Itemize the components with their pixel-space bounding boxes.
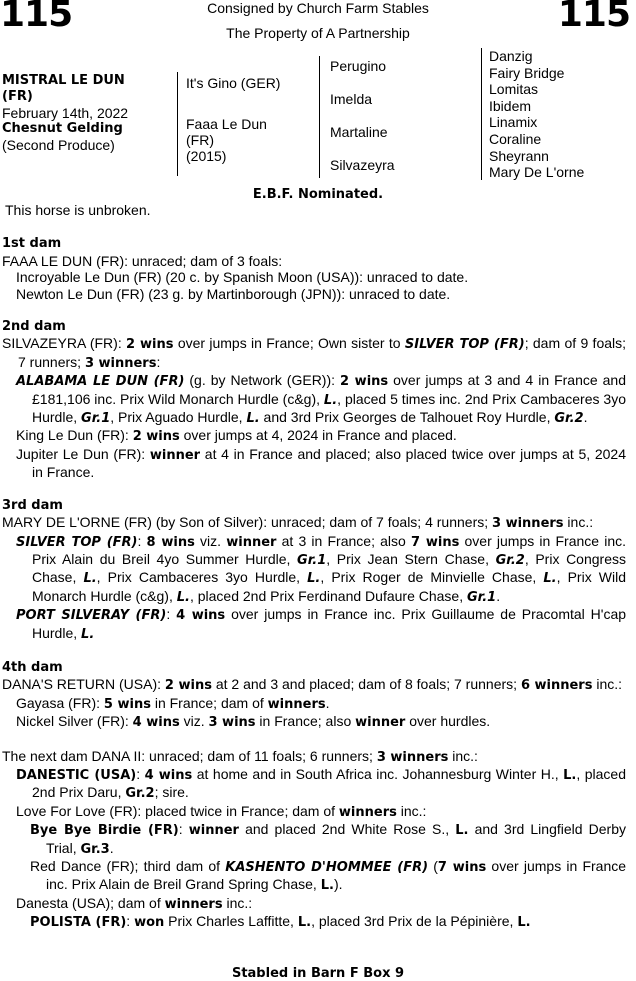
first-dam-heading: 1st dam [2, 236, 62, 252]
second-dam-intro: SILVAZEYRA (FR): 2 wins over jumps in France; Own sister to SILVER TOP (FR); dam of 9 foals; 7 runners; 3 winners: [2, 335, 627, 371]
danestic-entry: DANESTIC (USA): 4 wins at home and in South Africa inc. Johannesburg Winter H., L., placed 2nd Prix Daru, Gr.2; sire. [16, 765, 626, 802]
horse-produce: (Second Produce) [2, 137, 115, 153]
nickel-silver-entry: Nickel Silver (FR): 4 wins viz. 3 wins in France; also winner over hurdles. [16, 713, 491, 731]
second-dam-heading: 2nd dam [2, 319, 66, 335]
pedigree-gen2-1: Perugino [330, 58, 387, 74]
pedigree-sire: It's Gino (GER) [186, 75, 281, 91]
pedigree-gen2-4: Silvazeyra [330, 157, 395, 173]
consignor: Consigned by Church Farm Stables [207, 0, 429, 16]
pedigree-gen3-item: Lomitas [489, 81, 539, 98]
horse-country: (FR) [2, 89, 33, 104]
gayasa-entry: Gayasa (FR): 5 wins in France; dam of winners. [16, 694, 330, 712]
third-dam-intro: MARY DE L'ORNE (FR) (by Son of Silver): unraced; dam of 7 foals; 4 runners; 3 winners inc.: [2, 514, 594, 532]
danesta-entry: Danesta (USA); dam of winners inc.: [16, 894, 253, 912]
horse-name: MISTRAL LE DUN [2, 73, 125, 88]
pedigree-dam: Faaa Le Dun (FR) (2015) [186, 116, 267, 164]
pedigree-gen3-item: Ibidem [489, 97, 532, 114]
third-dam-heading: 3rd dam [2, 497, 63, 513]
pedigree-gen2-3: Martaline [330, 124, 388, 140]
pedigree-divider-1 [177, 72, 178, 176]
pedigree-gen3-item: Danzig [489, 48, 533, 64]
horse-details [2, 73, 128, 153]
red-dance-entry: Red Dance (FR); third dam of KASHENTO D'HOMMEE (FR) (7 wins over jumps in France inc. Prix Alain de Breil Grand Spring Chase, L.). [30, 858, 627, 894]
pedigree-gen3-item: Sheyrann [489, 147, 549, 164]
fourth-dam-intro: DANA'S RETURN (USA): 2 wins at 2 and 3 and placed; dam of 8 foals; 7 runners; 6 winners inc.: [2, 676, 623, 694]
pedigree-gen2-2: Imelda [330, 91, 373, 107]
pedigree-divider-2 [319, 56, 320, 178]
pedigree-gen3-item: Mary De L'orne [489, 164, 585, 181]
pedigree-gen3 [489, 48, 584, 181]
next-dam-intro: The next dam DANA II: unraced; dam of 11 foals; 6 runners; 3 winners inc.: [2, 747, 478, 765]
port-silveray-entry: PORT SILVERAY (FR): 4 wins over jumps in France inc. Prix Guillaume de Pracomtal H'cap Hurdle, L. [16, 606, 627, 642]
alabama-le-dun-entry: ALABAMA LE DUN (FR) (g. by Network (GER)): 2 wins over jumps at 3 and 4 in France and £181,106 inc. Prix Wild Monarch Hurdle (c&g), L., placed 5 times inc. 2nd Prix Cambaceres 3yo Hurdle, Gr.1, Prix Aguado Hurdle, L. and 3rd Prix Georges de Talhouet Roy Hurdle, Gr.2. [16, 372, 626, 427]
ebf-nominated: E.B.F. Nominated. [252, 187, 384, 202]
pedigree-divider-3 [481, 48, 482, 180]
pedigree-gen3-item: Linamix [489, 114, 538, 131]
jupiter-le-dun-entry: Jupiter Le Dun (FR): winner at 4 in France and placed; also placed twice over jumps at 5, 2024 in France. [16, 445, 626, 481]
catalogue-body [2, 202, 626, 932]
lot-number: 115 [0, 0, 73, 35]
produce-item: Newton Le Dun (FR) (23 g. by Martinborough (JPN)): unraced to date. [16, 285, 451, 302]
silver-top-entry: SILVER TOP (FR): 8 wins viz. winner at 3 in France; also 7 wins over jumps in France inc. Prix Alain du Breil 4yo Summer Hurdle, Gr.1, Prix Jean Stern Chase, Gr.2, Prix Congress Chase, L., Prix Cambaceres 3yo Hurdle, L., Prix Roger de Minvielle Chase, L., Prix Wild Monarch Hurdle (c&g), L., placed 2nd Prix Ferdinand Dufaure Chase, Gr.1. [16, 532, 627, 605]
unbroken-note: This horse is unbroken. [5, 202, 151, 218]
horse-sex: Chesnut Gelding [2, 121, 123, 136]
property-line: The Property of A Partnership [226, 25, 410, 41]
king-le-dun-entry: King Le Dun (FR): 2 wins over jumps at 4, 2024 in France and placed. [16, 427, 457, 445]
polista-entry: POLISTA (FR): won Prix Charles Laffitte, L., placed 3rd Prix de la Pépinière, L. [30, 913, 531, 931]
lot-number-right: 115 [557, 0, 630, 35]
bye-bye-birdie-entry: Bye Bye Birdie (FR): winner and placed 2nd White Rose S., L. and 3rd Lingfield Derby Trial, Gr.3. [30, 821, 626, 857]
produce-item: Incroyable Le Dun (FR) (20 c. by Spanish Moon (USA)): unraced to date. [16, 269, 469, 286]
love-for-love-entry: Love For Love (FR): placed twice in France; dam of winners inc.: [16, 802, 427, 820]
first-dam-intro: FAAA LE DUN (FR): unraced; dam of 3 foals: [2, 252, 283, 269]
horse-foaled: February 14th, 2022 [2, 105, 129, 121]
fourth-dam-heading: 4th dam [2, 659, 63, 675]
stabling-info: Stabled in Barn F Box 9 [231, 966, 405, 981]
pedigree-gen3-item: Fairy Bridge [489, 64, 565, 81]
pedigree-gen3-item: Coraline [489, 130, 542, 147]
